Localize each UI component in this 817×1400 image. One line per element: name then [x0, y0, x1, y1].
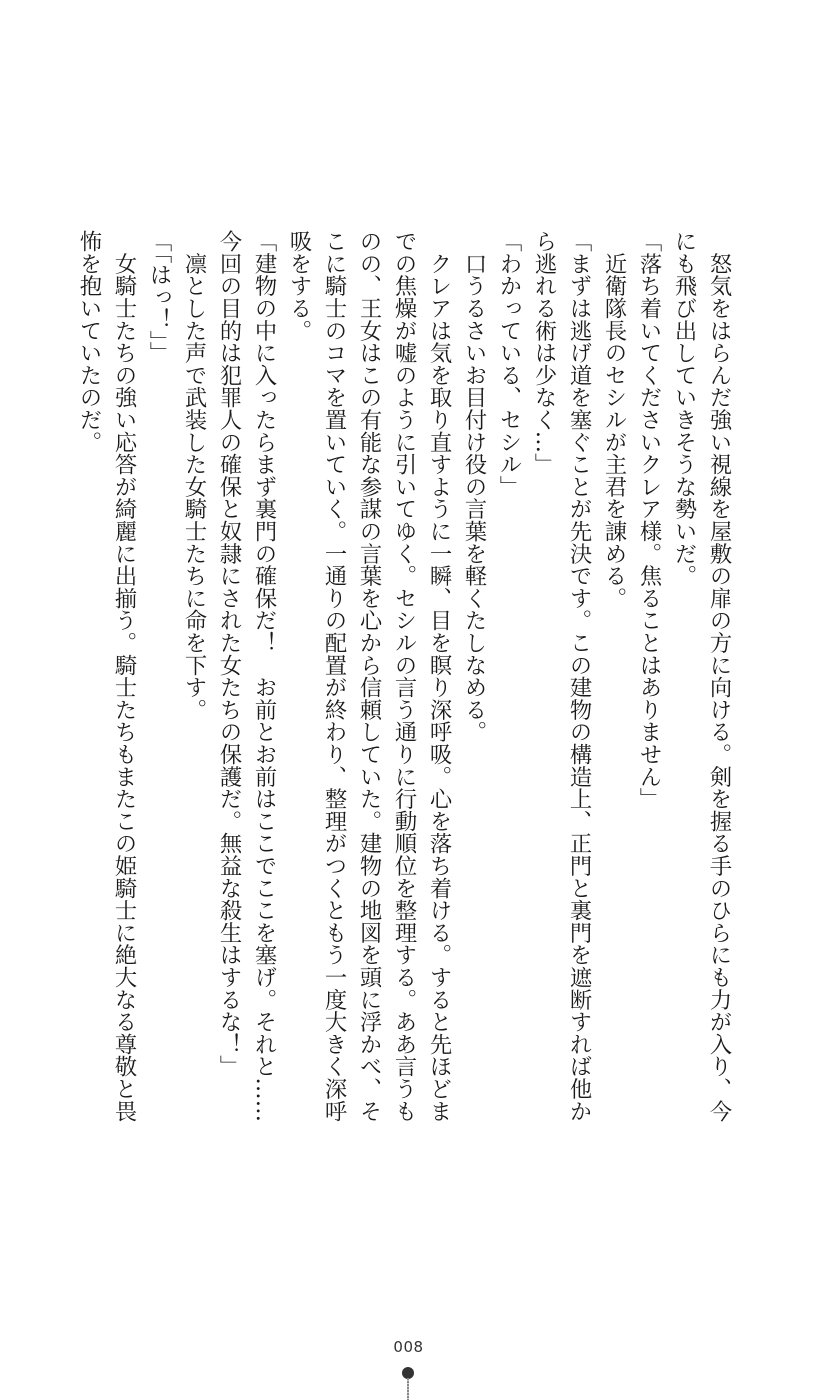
- page-marker-line: [407, 1378, 409, 1400]
- text-line: 吸をする。: [286, 230, 312, 342]
- text-line: 近衛隊長のセシルが主君を諌める。: [601, 230, 627, 610]
- page-number: 008: [393, 1338, 424, 1356]
- body-text: [71, 230, 736, 1130]
- text-line: 女騎士たちの強い応答が綺麗に出揃う。騎士たちもまたこの姫騎士に絶大なる尊敬と畏: [111, 230, 137, 1122]
- text-line: クレアは気を取り直すように一瞬、目を瞑り深呼吸。心を落ち着ける。すると先ほどま: [426, 230, 452, 1122]
- text-line: 怖を抱いていたのだ。: [76, 230, 102, 453]
- text-line: 口うるさいお目付け役の言葉を軽くたしなめる。: [461, 230, 487, 743]
- text-line: 「「はっ！」」: [146, 230, 172, 364]
- text-line: 「まずは逃げ道を塞ぐことが先決です。この建物の構造上、正門と裏門を遮断すれば他か: [566, 230, 592, 1122]
- text-line: にも飛び出していきそうな勢いだ。: [671, 230, 697, 587]
- text-line: 今回の目的は犯罪人の確保と奴隷にされた女たちの保護だ。無益な殺生はするな！」: [216, 230, 242, 1078]
- text-line: 怒気をはらんだ強い視線を屋敷の扉の方に向ける。剣を握る手のひらにも力が入り、今: [706, 230, 732, 1122]
- text-line: 「わかっている、セシル」: [496, 230, 522, 498]
- text-line: での焦燥が嘘のように引いてゆく。セシルの言う通りに行動順位を整理する。ああ言うも: [391, 230, 417, 1122]
- text-line: ら逃れる術は少なく…」: [531, 230, 557, 476]
- text-line: こに騎士のコマを置いていく。一通りの配置が終わり、整理がつくともう一度大きく深呼: [321, 230, 347, 1122]
- text-line: 「建物の中に入ったらまず裏門の確保だ！ お前とお前はここでここを塞げ。それと……: [251, 230, 277, 1122]
- text-line: 凛とした声で武装した女騎士たちに命を下す。: [181, 230, 207, 721]
- text-line: 「落ち着いてくださいクレア様。焦ることはありません」: [636, 230, 662, 810]
- text-line: のの、王女はこの有能な参謀の言葉を心から信頼していた。建物の地図を頭に浮かべ、そ: [356, 230, 382, 1122]
